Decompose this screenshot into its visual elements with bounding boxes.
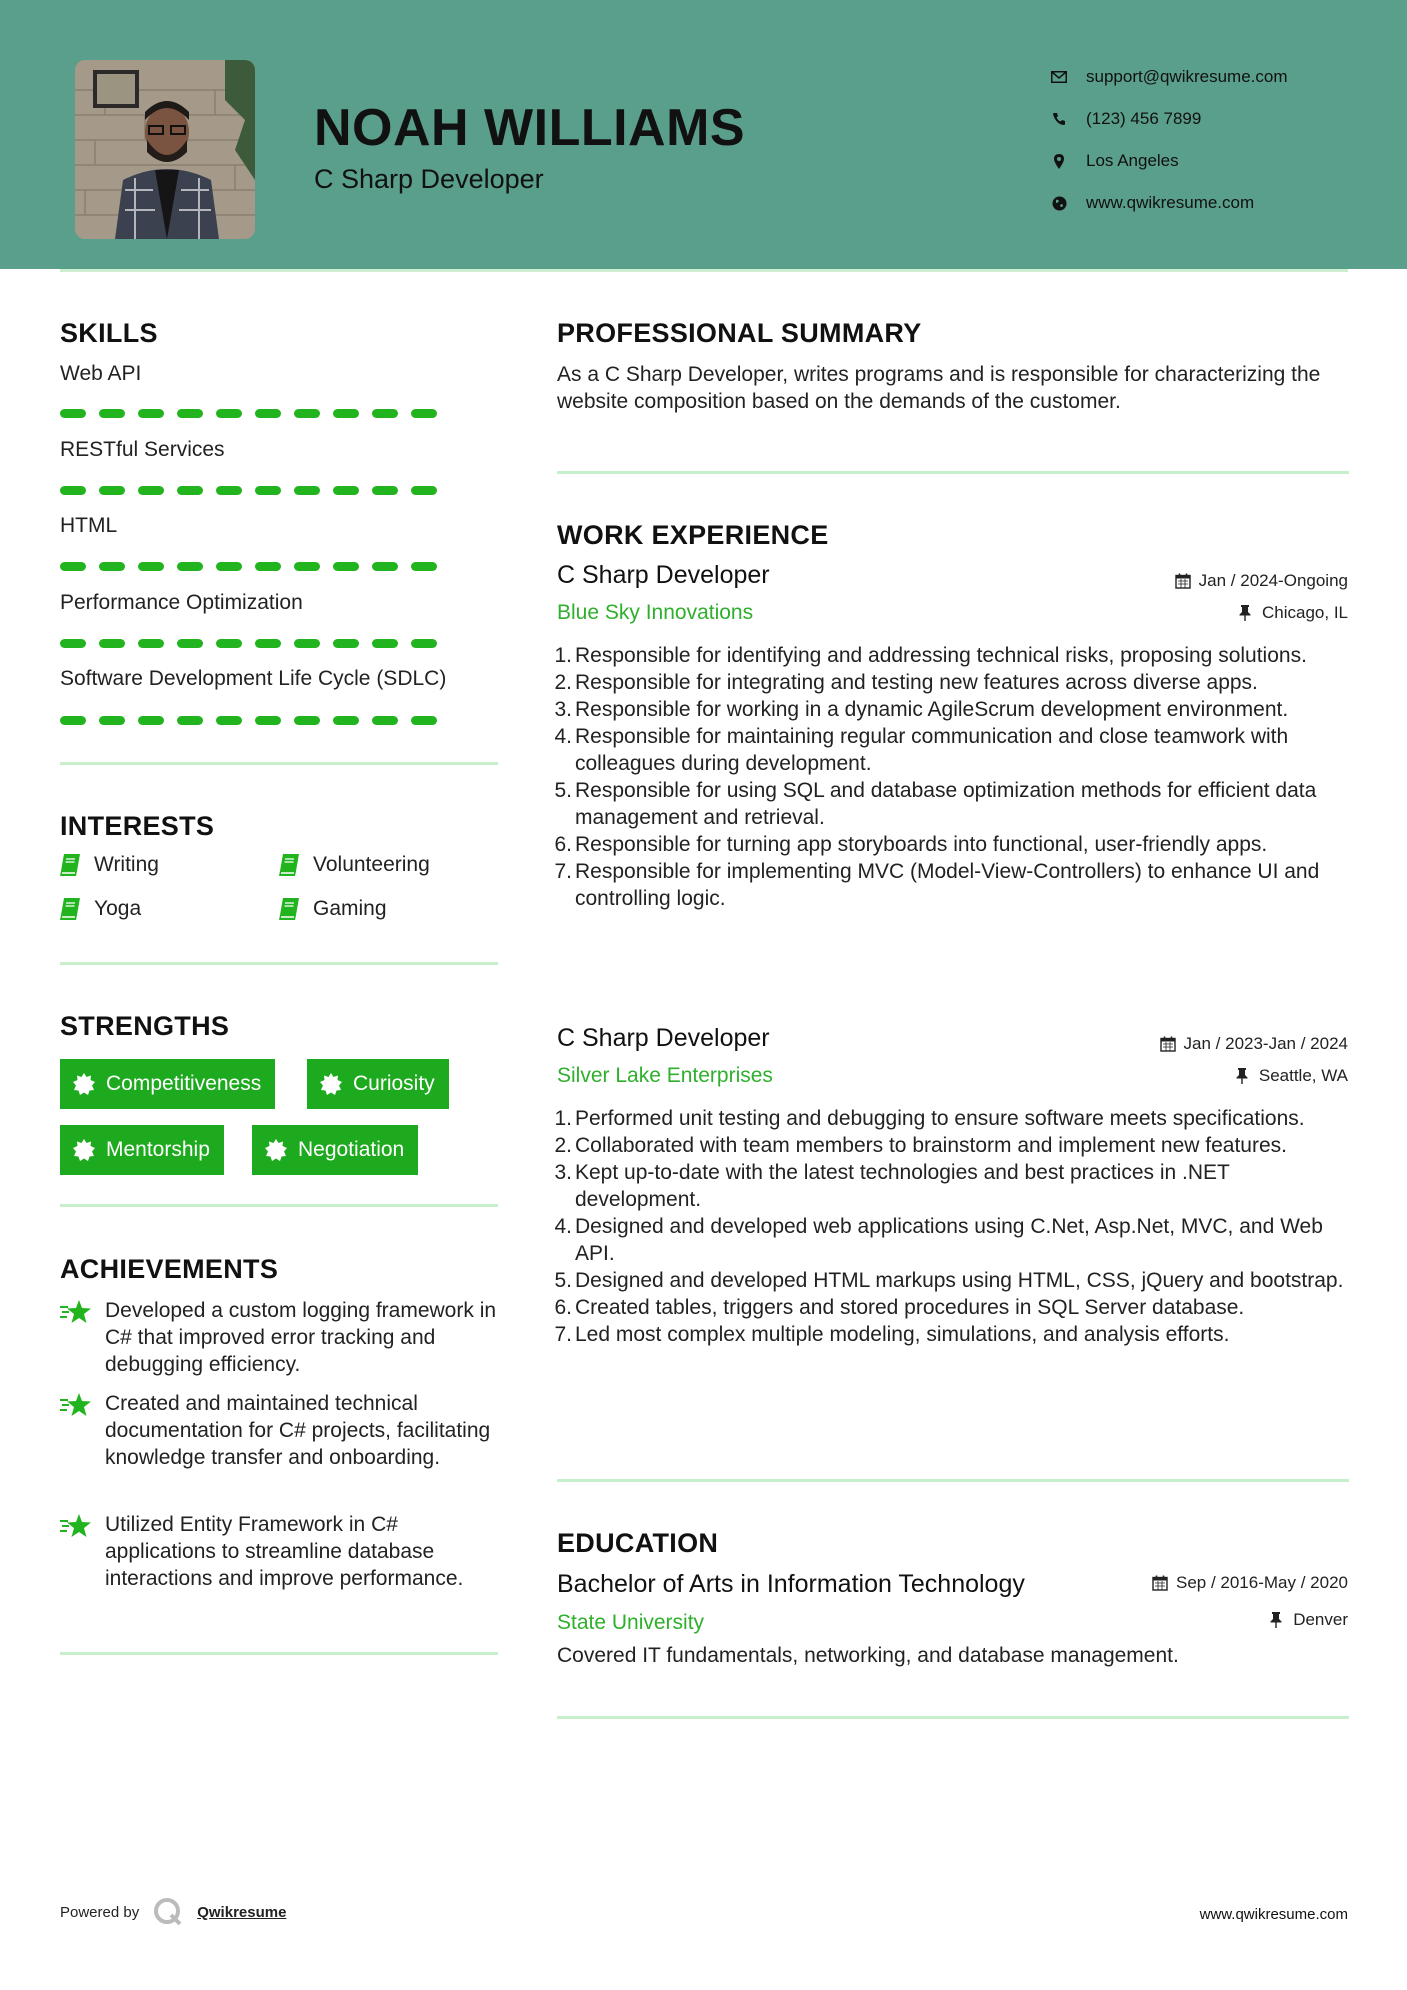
header-divider [60,269,1348,272]
achievement-item [60,1297,500,1378]
strength-label: Competitiveness [106,1072,262,1095]
job-dates-text: Jan / 2023-Jan / 2024 [1183,1034,1348,1053]
map-pin-icon [1050,152,1068,170]
qwikresume-link[interactable]: Qwikresume [197,1903,287,1921]
badge-star-icon [72,1072,96,1096]
job-location-text: Seattle, WA [1258,1066,1348,1085]
duty-item: Responsible for turning app storyboards into functional, user-friendly apps. [575,833,1268,856]
badge-star-icon [264,1138,288,1162]
duty-item: Responsible for integrating and testing new features across diverse apps. [575,671,1258,694]
experience-heading: WORK EXPERIENCE [557,520,829,550]
badge-star-icon [72,1138,96,1162]
duty-item: Performed unit testing and debugging to ensure software meets specifications. [575,1107,1305,1130]
interest-label: Writing [94,853,159,876]
section-divider [557,1479,1349,1482]
education-dates [1152,1573,1348,1593]
footer-powered-by [60,1897,286,1927]
contact-email-text: support@qwikresume.com [1086,67,1288,86]
duty-item: Created tables, triggers and stored procedures in SQL Server database. [575,1296,1245,1319]
strength-badge [60,1125,224,1175]
achievement-item [60,1511,500,1592]
duty-item: Led most complex multiple modeling, simulations, and analysis efforts. [575,1323,1230,1346]
achievement-text: Utilized Entity Framework in C# applications to streamline database interactions and improve performance. [105,1513,464,1590]
strength-label: Mentorship [106,1138,210,1161]
education-dates-text: Sep / 2016-May / 2020 [1175,1573,1348,1592]
job-title: C Sharp Developer [557,561,770,589]
badge-star-icon [319,1072,343,1096]
globe-icon [1050,194,1068,212]
interest-item [60,853,159,877]
contact-website[interactable] [1050,182,1288,224]
section-divider [60,1652,498,1655]
interest-label: Yoga [94,897,142,920]
contact-website-text: www.qwikresume.com [1086,193,1255,212]
education-heading: EDUCATION [557,1528,719,1558]
job-location-text: Chicago, IL [1262,603,1348,622]
skill-name: RESTful Services [60,438,225,461]
section-divider [60,762,498,765]
interest-item [60,897,141,921]
shooting-star-icon [60,1392,92,1418]
job-company: Blue Sky Innovations [557,601,754,624]
skill-name: Software Development Life Cycle (SDLC) [60,667,447,690]
achievement-item [60,1390,500,1471]
duty-item: Collaborated with team members to brainstorm and implement new features. [575,1134,1287,1157]
duty-item: Responsible for implementing MVC (Model-View-Controllers) to enhance UI and controlling logic. [575,860,1320,910]
strength-label: Negotiation [298,1138,405,1161]
job-duties-list [557,1105,1352,1348]
duty-item: Responsible for working in a dynamic AgileScrum development environment. [575,698,1289,721]
book-icon [279,898,299,920]
job-dates-text: Jan / 2024-Ongoing [1198,571,1348,590]
book-icon [279,854,299,876]
contact-phone-text: (123) 456 7899 [1086,109,1202,128]
strength-badge [307,1059,449,1109]
section-divider [60,962,498,965]
job-duties-list [557,642,1352,912]
contact-location-text: Los Angeles [1086,151,1179,170]
strength-badge [252,1125,418,1175]
shooting-star-icon [60,1513,92,1539]
pushpin-icon [1238,605,1254,621]
summary-text: As a C Sharp Developer, writes programs and is responsible for characterizing the website composition based on the demands of the customer. [557,363,1321,413]
interest-label: Volunteering [313,853,430,876]
footer-website[interactable]: www.qwikresume.com [1199,1906,1348,1923]
powered-by-text: Powered by [60,1903,140,1921]
job-dates [1175,571,1348,591]
education-location [1269,1610,1348,1630]
duty-item: Designed and developed HTML markups using HTML, CSS, jQuery and bootstrap. [575,1269,1344,1292]
contact-phone[interactable] [1050,98,1288,140]
phone-icon [1050,110,1068,128]
candidate-title: C Sharp Developer [314,164,544,194]
qwikresume-logo-icon [153,1897,183,1927]
duty-item: Responsible for identifying and addressing technical risks, proposing solutions. [575,644,1307,667]
strength-badge [60,1059,275,1109]
envelope-icon [1050,68,1068,86]
interest-label: Gaming [313,897,387,920]
duty-item: Responsible for maintaining regular communication and close teamwork with colleagues during development. [575,725,1289,775]
achievement-text: Created and maintained technical documentation for C# projects, facilitating knowledge transfer and onboarding. [105,1392,491,1469]
strength-label: Curiosity [353,1072,435,1095]
job-location [1235,1066,1348,1086]
duty-item: Responsible for using SQL and database optimization methods for efficient data management and retrieval. [575,779,1317,829]
skill-level-bar [60,562,437,571]
skill-level-bar [60,486,437,495]
shooting-star-icon [60,1299,92,1325]
job-company: Silver Lake Enterprises [557,1064,773,1087]
contact-list [1050,56,1288,224]
duty-item: Designed and developed web applications using C.Net, Asp.Net, MVC, and Web API. [575,1215,1323,1265]
education-location-text: Denver [1293,1610,1348,1629]
job-title: C Sharp Developer [557,1024,770,1052]
education-description: Covered IT fundamentals, networking, and database management. [557,1644,1179,1667]
contact-location [1050,140,1288,182]
achievement-text: Developed a custom logging framework in C# that improved error tracking and debugging efficiency. [105,1299,497,1376]
pushpin-icon [1235,1068,1251,1084]
calendar-icon [1175,573,1191,589]
skill-level-bar [60,639,437,648]
job-dates [1160,1034,1348,1054]
skills-heading: SKILLS [60,318,158,348]
job-location [1238,603,1348,623]
interest-item [279,897,387,921]
section-divider [60,1204,498,1207]
education-degree: Bachelor of Arts in Information Technology [557,1570,1025,1598]
pushpin-icon [1269,1612,1285,1628]
book-icon [60,898,80,920]
skill-name: Performance Optimization [60,591,303,614]
calendar-icon [1160,1036,1176,1052]
calendar-icon [1152,1575,1168,1591]
candidate-name: NOAH WILLIAMS [314,99,746,157]
section-divider [557,471,1349,474]
skill-level-bar [60,409,437,418]
resume-header [0,0,1407,269]
strengths-heading: STRENGTHS [60,1011,230,1041]
book-icon [60,854,80,876]
section-divider [557,1716,1349,1719]
duty-item: Kept up-to-date with the latest technologies and best practices in .NET development. [575,1161,1230,1211]
contact-email[interactable] [1050,56,1288,98]
education-school: State University [557,1611,705,1634]
skill-name: Web API [60,362,142,385]
skill-name: HTML [60,514,118,537]
profile-photo [75,60,255,239]
interest-item [279,853,430,877]
achievements-heading: ACHIEVEMENTS [60,1254,279,1284]
summary-heading: PROFESSIONAL SUMMARY [557,318,922,348]
skill-level-bar [60,716,437,725]
interests-heading: INTERESTS [60,811,215,841]
